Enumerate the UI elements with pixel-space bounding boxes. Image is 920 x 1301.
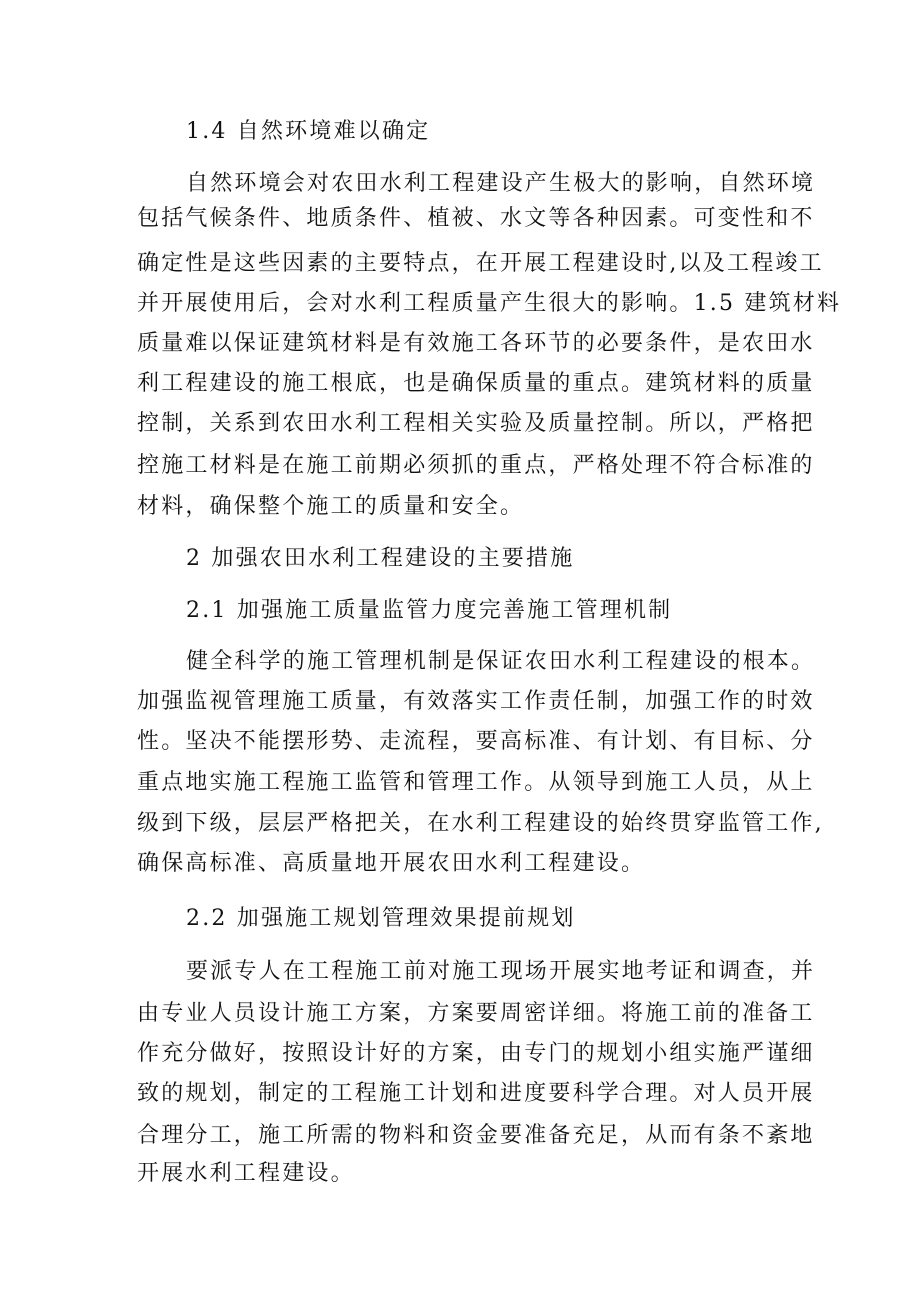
paragraph-line: 致的规划，制定的工程施工计划和进度要科学合理。对人员开展: [137, 1081, 815, 1106]
paragraph-line: 确保高标准、高质量地开展农田水利工程建设。: [137, 851, 646, 876]
paragraph-line: 加强监视管理施工质量，有效落实工作责任制，加强工作的时效: [137, 689, 815, 714]
paragraph-line: 利工程建设的施工根底，也是确保质量的重点。建筑材料的质量: [137, 371, 815, 396]
paragraph-line: 开展水利工程建设。: [137, 1161, 355, 1186]
paragraph-line: 控制，关系到农田水利工程相关实验及质量控制。所以，严格把: [137, 411, 815, 436]
paragraph-line: 控施工材料是在施工前期必须抓的重点，严格处理不符合标准的: [137, 453, 815, 478]
paragraph-line: 由专业人员设计施工方案，方案要周密详细。将施工前的准备工: [137, 1001, 815, 1026]
paragraph-line: 确定性是这些因素的主要特点，在开展工程建设时,以及工程竣工: [137, 251, 824, 276]
paragraph-line: 自然环境会对农田水利工程建设产生极大的影响，自然环境: [186, 171, 816, 196]
heading-2-1: 2.1 加强施工质量监管力度完善施工管理机制: [186, 598, 673, 623]
paragraph-line: 并开展使用后，会对水利工程质量产生很大的影响。1.5 建筑材料: [137, 291, 842, 316]
paragraph-line: 健全科学的施工管理机制是保证农田水利工程建设的根本。: [186, 649, 816, 674]
heading-2-2: 2.2 加强施工规划管理效果提前规划: [186, 906, 576, 931]
paragraph-line: 作充分做好，按照设计好的方案，由专门的规划小组实施严谨细: [137, 1041, 815, 1066]
paragraph-line: 材料，确保整个施工的质量和安全。: [137, 494, 525, 519]
paragraph-line: 包括气候条件、地质条件、植被、水文等各种因素。可变性和不: [137, 206, 815, 231]
heading-2: 2 加强农田水利工程建设的主要措施: [186, 546, 575, 571]
paragraph-line: 质量难以保证建筑材料是有效施工各环节的必要条件，是农田水: [137, 331, 815, 356]
heading-1-4: 1.4 自然环境难以确定: [186, 119, 431, 144]
paragraph-line: 级到下级，层层严格把关，在水利工程建设的始终贯穿监管工作,: [137, 811, 824, 836]
paragraph-line: 性。坚决不能摆形势、走流程，要高标准、有计划、有目标、分: [137, 729, 815, 754]
paragraph-line: 合理分工，施工所需的物料和资金要准备充足，从而有条不紊地: [137, 1123, 815, 1148]
paragraph-line: 重点地实施工程施工监管和管理工作。从领导到施工人员，从上: [137, 770, 815, 795]
paragraph-line: 要派专人在工程施工前对施工现场开展实地考证和调查，并: [186, 959, 816, 984]
